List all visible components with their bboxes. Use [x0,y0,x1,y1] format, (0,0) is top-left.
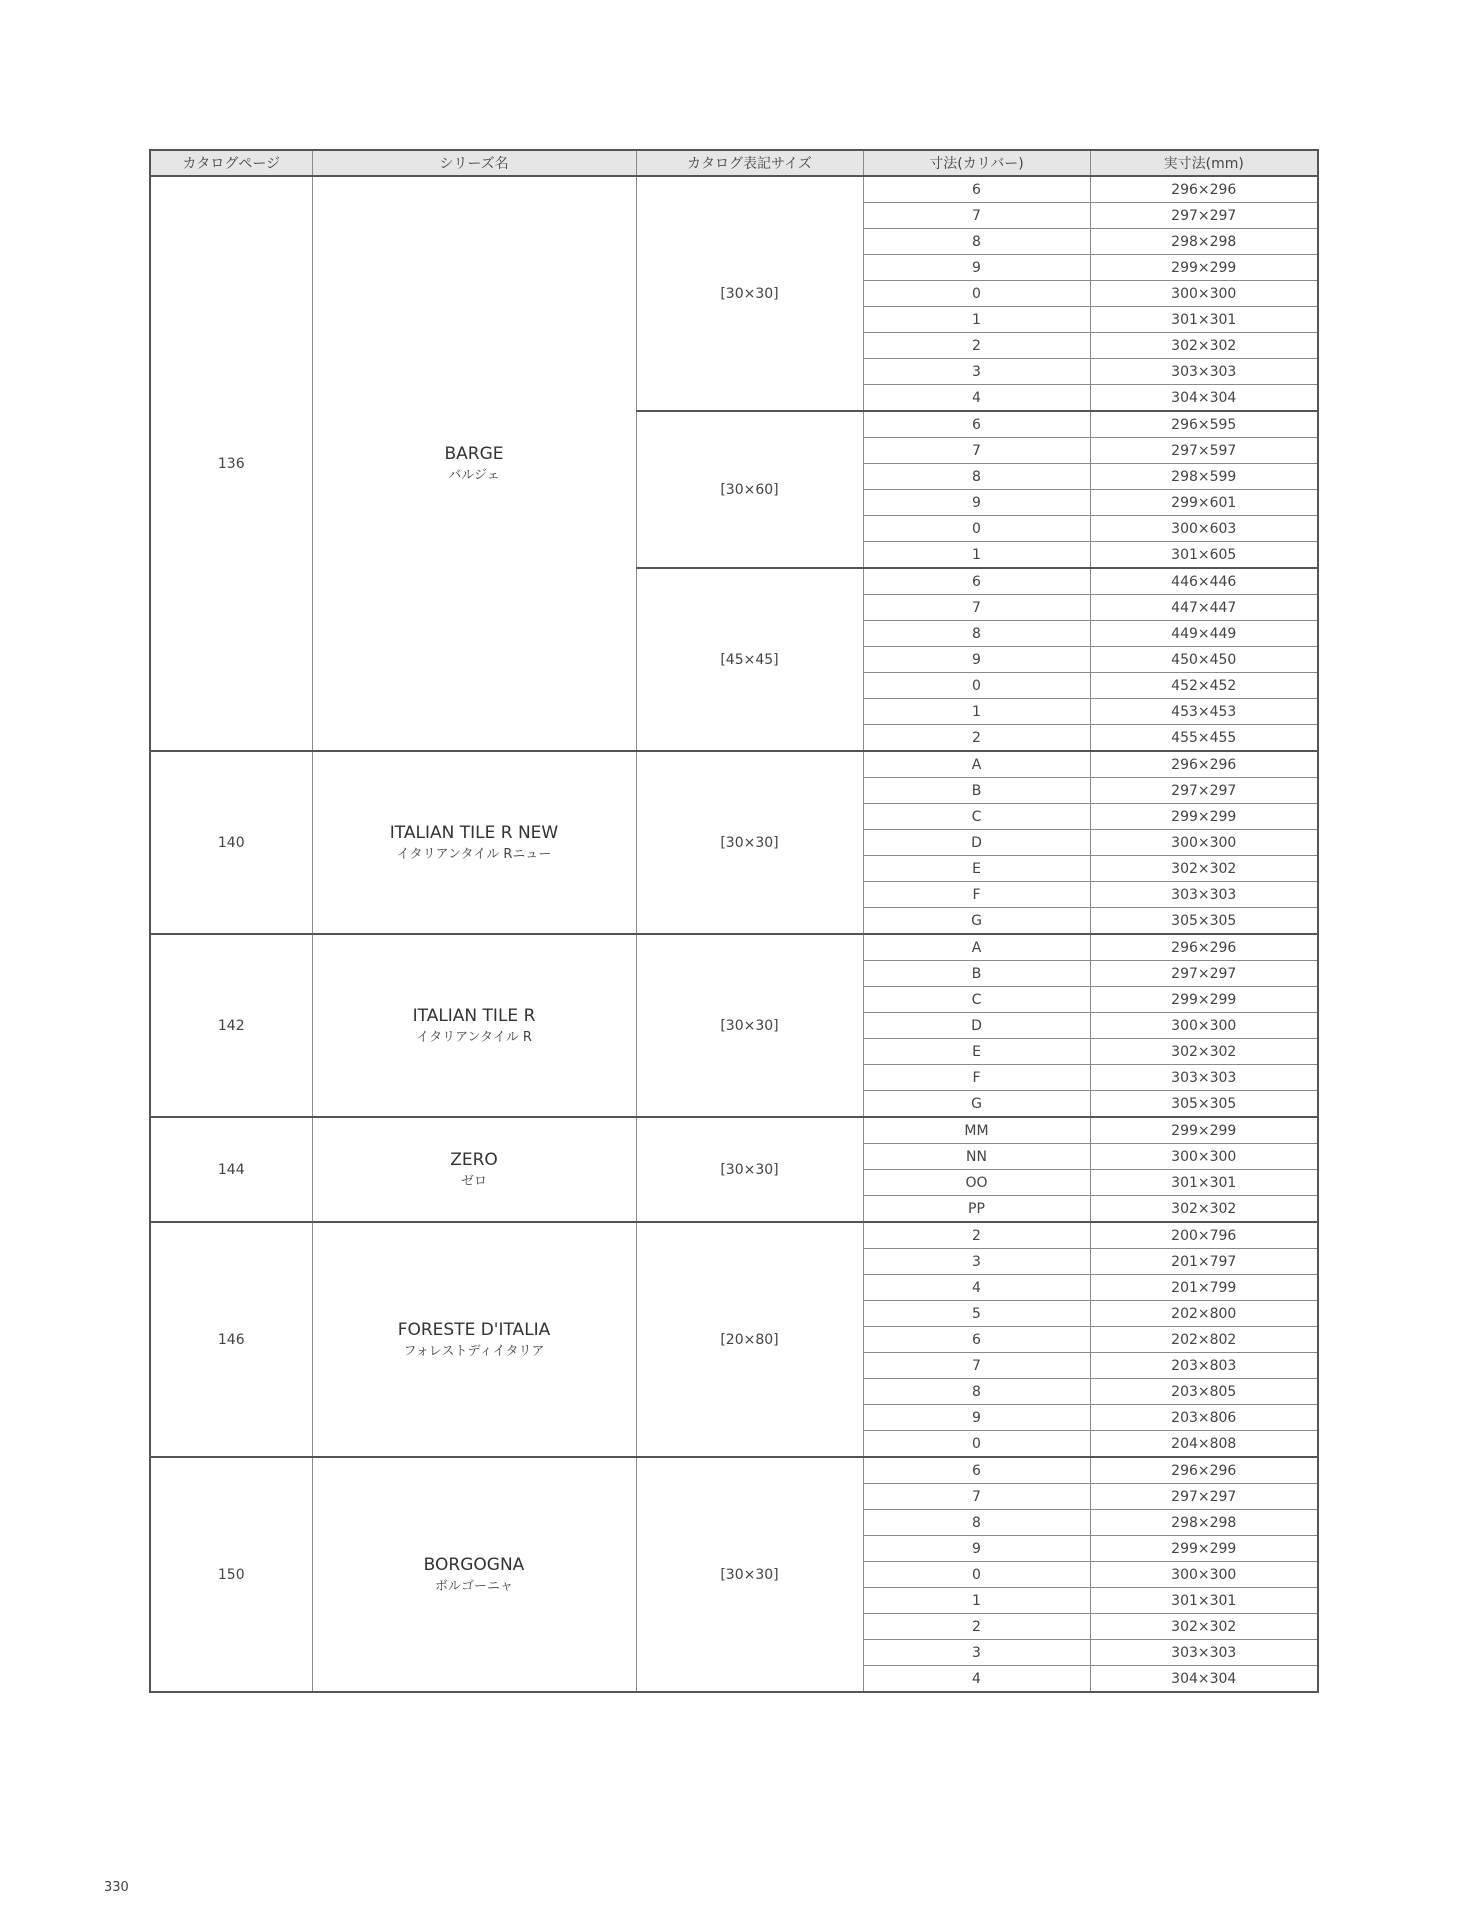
actual-size-cell: 302×302 [1090,856,1318,882]
caliber-cell: 7 [863,595,1090,621]
caliber-cell: 6 [863,568,1090,595]
series-name-ja: イタリアンタイル R [416,1029,532,1045]
caliber-cell: OO [863,1170,1090,1196]
series-name-en: BARGE [444,443,504,464]
caliber-cell: MM [863,1117,1090,1144]
catalog-size-cell: [30×30] [636,1117,863,1222]
actual-size-cell: 301×301 [1090,307,1318,333]
actual-size-cell: 455×455 [1090,725,1318,752]
actual-size-cell: 203×803 [1090,1353,1318,1379]
actual-size-cell: 201×799 [1090,1275,1318,1301]
table-row [150,1222,1318,1249]
caliber-cell: PP [863,1196,1090,1223]
caliber-cell: 4 [863,385,1090,412]
catalog-page-cell: 146 [150,1222,312,1457]
actual-size-cell: 296×296 [1090,751,1318,778]
actual-size-cell: 301×301 [1090,1588,1318,1614]
actual-size-cell: 446×446 [1090,568,1318,595]
actual-size-cell: 300×603 [1090,516,1318,542]
actual-size-cell: 303×303 [1090,1065,1318,1091]
series-name-cell [312,176,636,751]
page-number: 330 [104,1880,129,1895]
caliber-cell: 9 [863,255,1090,281]
caliber-cell: 2 [863,1222,1090,1249]
caliber-cell: C [863,804,1090,830]
actual-size-cell: 296×296 [1090,934,1318,961]
actual-size-cell: 202×802 [1090,1327,1318,1353]
series-name-cell [312,1117,636,1222]
actual-size-cell: 449×449 [1090,621,1318,647]
actual-size-cell: 296×595 [1090,411,1318,438]
actual-size-cell: 301×301 [1090,1170,1318,1196]
actual-size-cell: 297×297 [1090,1484,1318,1510]
caliber-cell: 2 [863,1614,1090,1640]
series-name-en: ZERO [450,1149,498,1170]
caliber-cell: 9 [863,1536,1090,1562]
series-name-cell [312,1457,636,1692]
table-row [150,176,1318,203]
actual-size-cell: 302×302 [1090,1196,1318,1223]
catalog-size-cell: [30×60] [636,411,863,568]
actual-size-cell: 452×452 [1090,673,1318,699]
caliber-cell: 4 [863,1666,1090,1693]
caliber-cell: E [863,856,1090,882]
caliber-cell: C [863,987,1090,1013]
catalog-page-cell: 136 [150,176,312,751]
actual-size-cell: 300×300 [1090,1562,1318,1588]
actual-size-cell: 453×453 [1090,699,1318,725]
caliber-cell: 0 [863,1562,1090,1588]
series-name-ja: バルジェ [448,467,500,483]
caliber-cell: 6 [863,411,1090,438]
series-name-en: ITALIAN TILE R NEW [389,822,559,843]
series-name-ja: ゼロ [460,1173,487,1189]
series-name-ja: ボルゴーニャ [434,1578,513,1594]
actual-size-cell: 298×298 [1090,1510,1318,1536]
catalog-page-cell: 150 [150,1457,312,1692]
actual-size-cell: 450×450 [1090,647,1318,673]
catalog-size-cell: [30×30] [636,751,863,934]
actual-size-cell: 447×447 [1090,595,1318,621]
caliber-cell: 9 [863,1405,1090,1431]
actual-size-cell: 302×302 [1090,333,1318,359]
caliber-cell: F [863,1065,1090,1091]
actual-size-cell: 300×300 [1090,1144,1318,1170]
caliber-cell: 8 [863,621,1090,647]
caliber-cell: 6 [863,176,1090,203]
series-name-en: ITALIAN TILE R [412,1005,536,1026]
caliber-cell: 0 [863,673,1090,699]
series-name-ja: フォレストディイタリア [403,1343,545,1359]
caliber-cell: 9 [863,490,1090,516]
actual-size-cell: 203×806 [1090,1405,1318,1431]
caliber-cell: 8 [863,1510,1090,1536]
caliber-cell: E [863,1039,1090,1065]
actual-size-cell: 301×605 [1090,542,1318,569]
actual-size-cell: 299×299 [1090,987,1318,1013]
series-name-cell [312,751,636,934]
catalog-page-cell: 140 [150,751,312,934]
caliber-cell: 6 [863,1327,1090,1353]
actual-size-cell: 200×796 [1090,1222,1318,1249]
caliber-cell: 4 [863,1275,1090,1301]
table-body [150,176,1318,1692]
caliber-cell: 3 [863,1249,1090,1275]
caliber-cell: 5 [863,1301,1090,1327]
header-series-name: シリーズ名 [312,150,636,176]
caliber-cell: 0 [863,281,1090,307]
caliber-cell: B [863,961,1090,987]
actual-size-cell: 305×305 [1090,1091,1318,1118]
actual-size-cell: 299×299 [1090,1117,1318,1144]
catalog-size-cell: [30×30] [636,176,863,411]
series-name-en: FORESTE D'ITALIA [397,1319,551,1340]
actual-size-cell: 297×597 [1090,438,1318,464]
actual-size-cell: 298×599 [1090,464,1318,490]
caliber-cell: 1 [863,1588,1090,1614]
caliber-cell: 1 [863,307,1090,333]
caliber-cell: 0 [863,516,1090,542]
series-name-ja: イタリアンタイル Rニュー [396,846,552,862]
actual-size-cell: 303×303 [1090,882,1318,908]
actual-size-cell: 300×300 [1090,1013,1318,1039]
header-caliber: 寸法(カリバー) [863,150,1090,176]
table-row [150,751,1318,778]
catalog-size-cell: [30×30] [636,1457,863,1692]
actual-size-cell: 299×299 [1090,1536,1318,1562]
caliber-cell: G [863,1091,1090,1118]
actual-size-cell: 303×303 [1090,359,1318,385]
actual-size-cell: 204×808 [1090,1431,1318,1458]
catalog-size-cell: [45×45] [636,568,863,751]
actual-size-cell: 302×302 [1090,1614,1318,1640]
caliber-cell: 8 [863,229,1090,255]
caliber-cell: 7 [863,1484,1090,1510]
actual-size-cell: 299×299 [1090,255,1318,281]
caliber-cell: A [863,934,1090,961]
actual-size-cell: 298×298 [1090,229,1318,255]
table-row [150,1117,1318,1144]
actual-size-cell: 296×296 [1090,176,1318,203]
caliber-cell: 6 [863,1457,1090,1484]
catalog-page-cell: 144 [150,1117,312,1222]
actual-size-cell: 203×805 [1090,1379,1318,1405]
caliber-cell: 1 [863,542,1090,569]
header-catalog-page: カタログページ [150,150,312,176]
actual-size-cell: 299×299 [1090,804,1318,830]
actual-size-cell: 296×296 [1090,1457,1318,1484]
actual-size-cell: 297×297 [1090,778,1318,804]
catalog-page-cell: 142 [150,934,312,1117]
caliber-cell: 7 [863,203,1090,229]
series-name-en: BORGOGNA [423,1554,525,1575]
table-row [150,1457,1318,1484]
caliber-cell: D [863,830,1090,856]
series-name-cell [312,934,636,1117]
actual-size-cell: 299×601 [1090,490,1318,516]
caliber-cell: D [863,1013,1090,1039]
caliber-cell: G [863,908,1090,935]
table-header-row [150,150,1318,176]
caliber-cell: F [863,882,1090,908]
catalog-size-cell: [20×80] [636,1222,863,1457]
catalog-size-cell: [30×30] [636,934,863,1117]
caliber-cell: B [863,778,1090,804]
caliber-cell: 8 [863,1379,1090,1405]
actual-size-cell: 302×302 [1090,1039,1318,1065]
actual-size-cell: 304×304 [1090,1666,1318,1693]
actual-size-cell: 304×304 [1090,385,1318,412]
caliber-cell: 3 [863,1640,1090,1666]
header-catalog-size: カタログ表記サイズ [636,150,863,176]
caliber-cell: 9 [863,647,1090,673]
header-actual-size: 実寸法(mm) [1090,150,1318,176]
actual-size-cell: 202×800 [1090,1301,1318,1327]
caliber-cell: 2 [863,333,1090,359]
actual-size-cell: 300×300 [1090,830,1318,856]
actual-size-cell: 305×305 [1090,908,1318,935]
caliber-cell: NN [863,1144,1090,1170]
actual-size-cell: 201×797 [1090,1249,1318,1275]
caliber-cell: 8 [863,464,1090,490]
actual-size-cell: 297×297 [1090,203,1318,229]
caliber-cell: 2 [863,725,1090,752]
actual-size-cell: 300×300 [1090,281,1318,307]
caliber-cell: 7 [863,1353,1090,1379]
actual-size-cell: 303×303 [1090,1640,1318,1666]
series-name-cell [312,1222,636,1457]
caliber-cell: 0 [863,1431,1090,1458]
catalog-size-table [149,149,1319,1693]
caliber-cell: 1 [863,699,1090,725]
caliber-cell: 7 [863,438,1090,464]
table-row [150,934,1318,961]
caliber-cell: 3 [863,359,1090,385]
caliber-cell: A [863,751,1090,778]
actual-size-cell: 297×297 [1090,961,1318,987]
